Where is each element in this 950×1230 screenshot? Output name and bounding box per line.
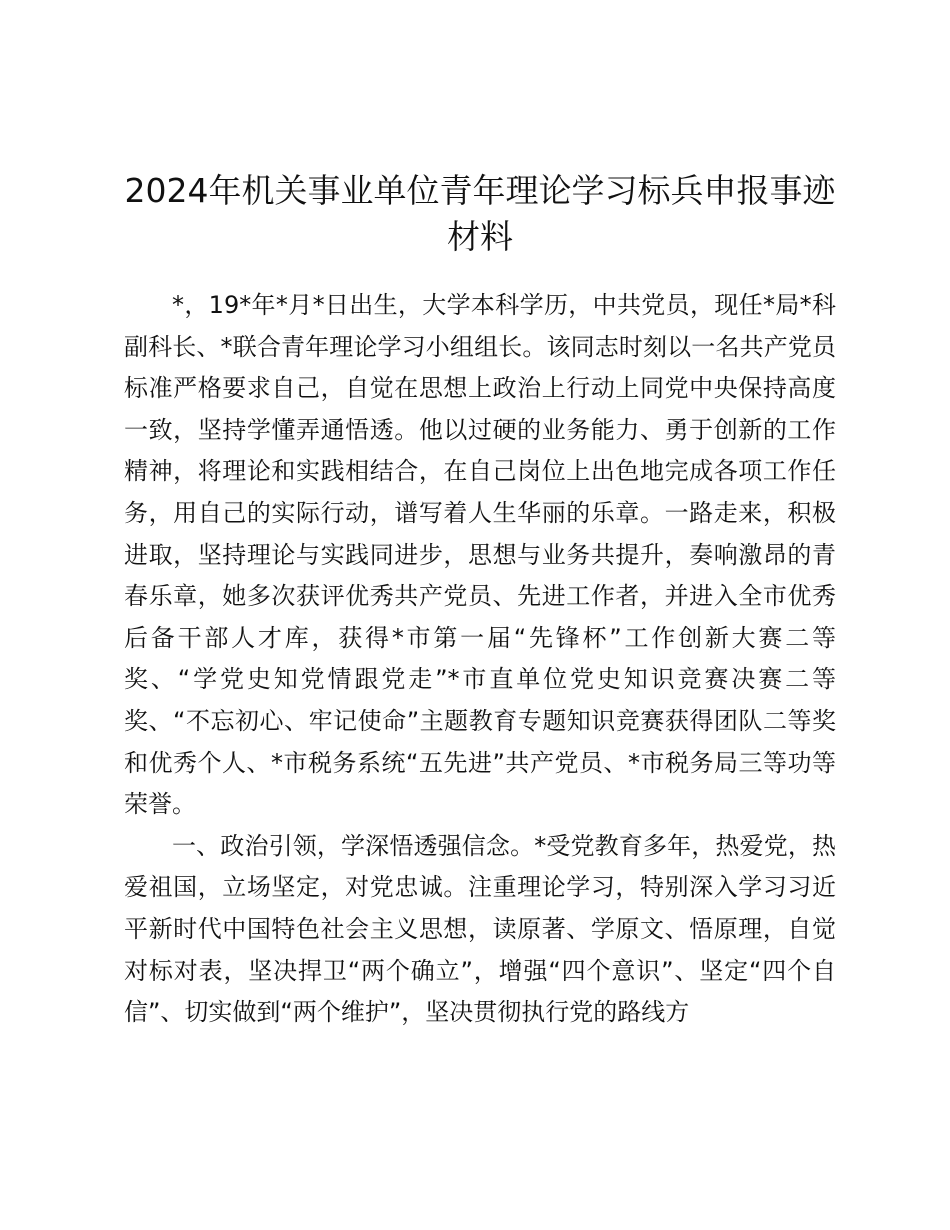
paragraph-section-one: 一、政治引领，学深悟透强信念。*受党教育多年，热爱党，热爱祖国，立场坚定，对党忠诚。注重理论学习，特别深入学习习近平新时代中国特色社会主义思想，读原著、学原文、悟原理，自觉对标对表，坚决捍卫“两个确立”，增强“四个意识”、坚定“四个自信”、切实做到“两个维护”，坚决贯彻执行党的路线方	[124, 831, 836, 1027]
paragraph-intro: *，19*年*月*日出生，大学本科学历，中共党员，现任*局*科副科长、*联合青年理论学习小组组长。该同志时刻以一名共产党员标准严格要求自己，自觉在思想上政治上行动上同党中央保持高度一致，坚持学懂弄通悟透。他以过硬的业务能力、勇于创新的工作精神，将理论和实践相结合，在自己岗位上出色地完成各项工作任务，用自己的实际行动，谱写着人生华丽的乐章。一路走来，积极进取，坚持理论与实践同进步，思想与业务共提升，奏响激昂的青春乐章，她多次获评优秀共产党员、先进工作者，并进入全市优秀后备干部人才库，获得*市第一届“先锋杯”工作创新大赛二等奖、“学党史知党情跟党走”*市直单位党史知识竞赛决赛二等奖、“不忘初心、牢记使命”主题教育专题知识竞赛获得团队二等奖和优秀个人、*市税务系统“五先进”共产党员、*市税务局三等功等荣誉。	[124, 291, 836, 819]
document-title: 2024年机关事业单位青年理论学习标兵申报事迹材料	[124, 171, 836, 256]
document-body	[124, 285, 836, 1034]
